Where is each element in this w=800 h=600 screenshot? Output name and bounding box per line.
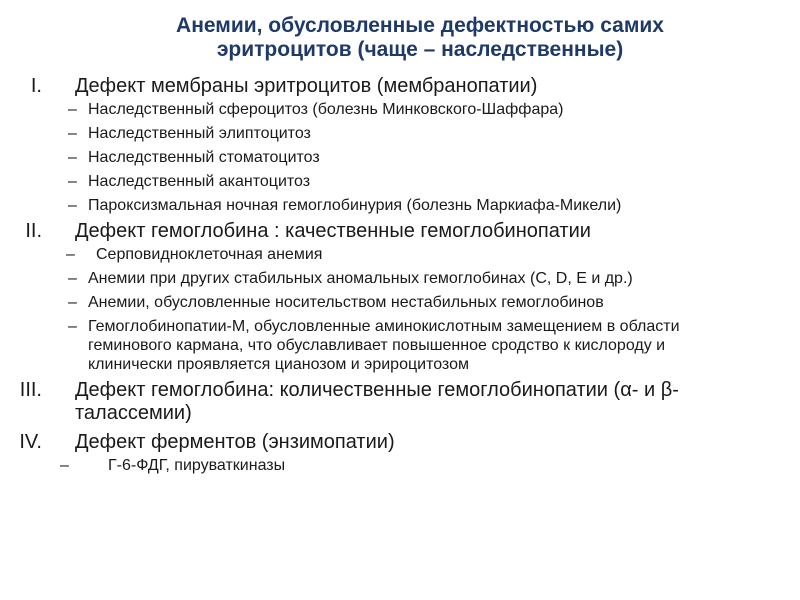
list-item-text: Наследственный сфероцитоз (болезнь Минковского-Шаффара) [88,101,564,118]
dash-bullet: – [60,457,69,474]
list-item [0,245,800,264]
list-item-text: Пароксизмальная ночная гемоглобинурия (болезнь Маркиафа-Микели) [88,197,622,214]
section-1-items [0,100,800,215]
list-item [0,148,800,167]
dash-bullet: – [68,149,77,166]
list-item-text: Анемии, обусловленные носительством нестабильных гемоглобинов [88,294,604,311]
list-item [0,293,800,312]
dash-bullet: – [66,246,75,263]
dash-bullet: – [68,318,77,335]
dash-bullet: – [68,294,77,311]
dash-bullet: – [68,270,77,287]
dash-bullet: – [68,125,77,142]
list-item-text: Наследственный акантоцитоз [88,173,311,190]
section-2-heading [0,220,800,243]
section-heading-text: Дефект ферментов (энзимопатии) [75,431,395,453]
list-item-text: Г-6-ФДГ, пируваткиназы [108,457,286,474]
section-3-heading [0,379,800,425]
section-heading-text: Дефект гемоглобина : качественные гемоглобинопатии [75,220,591,242]
list-item [0,269,800,288]
section-number: I. [30,75,42,97]
section-heading-text: Дефект мембраны эритроцитов (мембранопатии) [75,75,538,97]
section-number: IV. [19,431,42,453]
dash-bullet: – [68,173,77,190]
list-item [0,196,800,215]
list-item [0,317,800,374]
list-item-text: Серповидноклеточная анемия [96,246,323,263]
list-item [0,456,800,475]
section-number: II. [25,220,42,242]
section-number: III. [19,379,42,401]
section-1-heading [0,75,800,98]
outline [0,72,800,480]
list-item-text: Анемии при других стабильных аномальных гемоглобинах (C, D, E и др.) [88,270,633,287]
page-title [70,14,770,62]
section-4-items [0,456,800,475]
list-item [0,100,800,119]
list-item-text: Гемоглобинопатии-М, обусловленные аминокислотным замещением в области геминового кармана, что обуславливает повышенное сродство к кислороду и клинически проявляется цианозом и эрироцитозом [88,318,680,373]
list-item-text: Наследственный стоматоцитоз [88,149,320,166]
section-4-heading [0,431,800,454]
section-heading-text: Дефект гемоглобина: количественные гемоглобинопатии (α- и β-талассемии) [75,379,679,424]
dash-bullet: – [68,197,77,214]
title-line-1: Анемии, обусловленные дефектностью самих [176,14,664,37]
list-item-text: Наследственный элиптоцитоз [88,125,311,142]
dash-bullet: – [68,101,77,118]
list-item [0,172,800,191]
list-item [0,124,800,143]
section-2-items [0,245,800,374]
title-line-2: эритроцитов (чаще – наследственные) [216,38,624,61]
